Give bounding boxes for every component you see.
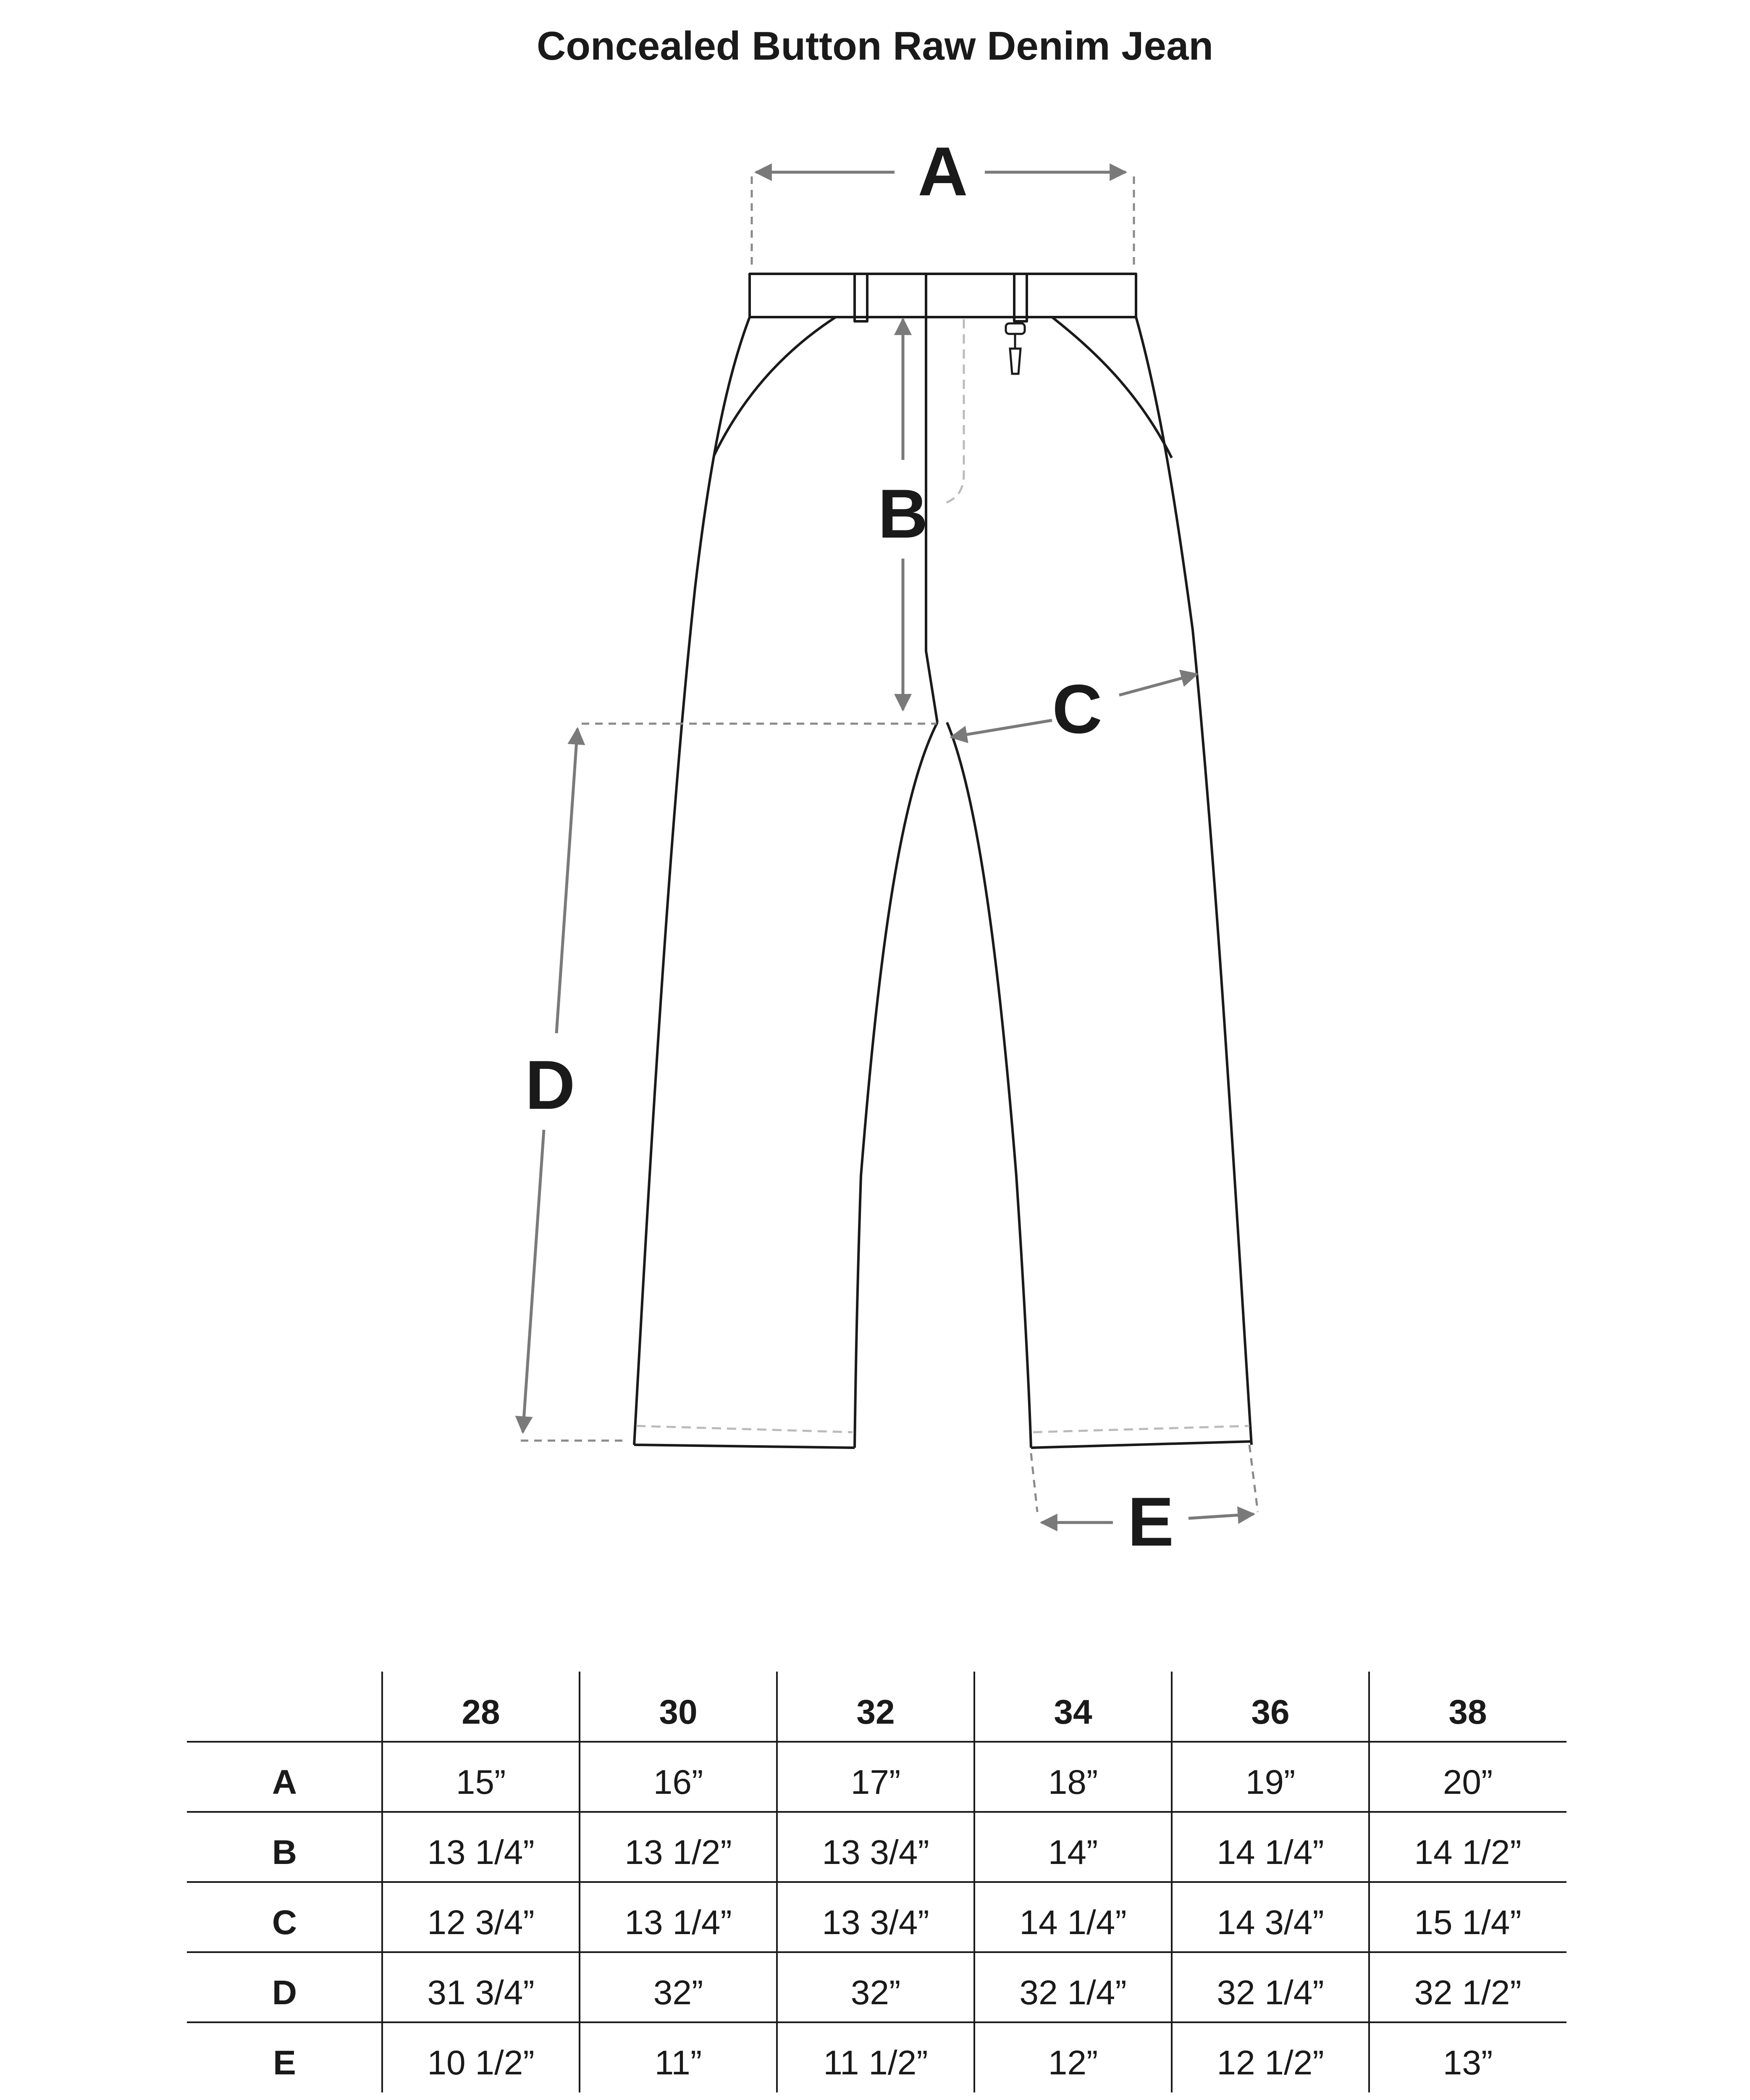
belt-loop-right	[1014, 274, 1027, 321]
inseam-right	[947, 722, 1031, 1448]
row-label: C	[272, 1903, 297, 1942]
arrow-c-left	[951, 720, 1052, 737]
row-label: D	[272, 1974, 297, 2012]
table-divider	[187, 2021, 1566, 2023]
arrow-d-up	[556, 729, 577, 1033]
arrow-c-right	[1119, 674, 1197, 695]
zipper-pull-icon	[1006, 323, 1025, 374]
measurement-cell: 13”	[1443, 2044, 1493, 2082]
measurement-cell: 16”	[653, 1763, 703, 1801]
fly-stitch	[943, 319, 964, 504]
table-column-divider	[381, 1672, 383, 2092]
measurement-cell: 14”	[1048, 1833, 1098, 1872]
measurement-cell: 11”	[654, 2044, 702, 2082]
table-divider	[187, 1951, 1566, 1953]
table-divider	[187, 1811, 1566, 1813]
measurement-cell: 32 1/4”	[1019, 1974, 1127, 2012]
right-hem	[1031, 1441, 1251, 1448]
row-label: A	[272, 1763, 297, 1801]
label-a: A	[918, 133, 968, 210]
measurement-cell: 12 3/4”	[427, 1903, 535, 1942]
measurement-cell: 15”	[456, 1763, 506, 1801]
measurement-cell: 32”	[653, 1974, 703, 2012]
measurement-cell: 20”	[1443, 1763, 1493, 1801]
measurement-cell: 12 1/2”	[1217, 2044, 1324, 2082]
size-header: 36	[1251, 1693, 1290, 1731]
measurement-cell: 13 3/4”	[822, 1903, 929, 1942]
inseam-left	[855, 722, 937, 1448]
row-label: B	[272, 1833, 297, 1872]
size-header: 34	[1054, 1693, 1092, 1731]
arrow-e-right	[1189, 1514, 1254, 1518]
measurement-cell: 18”	[1048, 1763, 1098, 1801]
label-d: D	[525, 1046, 575, 1124]
table-column-divider	[973, 1672, 975, 2092]
measurement-cell: 11 1/2”	[823, 2044, 928, 2082]
label-b: B	[878, 475, 928, 552]
table-column-divider	[579, 1672, 580, 2092]
label-c: C	[1052, 670, 1102, 748]
right-outer-seam	[1136, 317, 1251, 1445]
jeans-outline	[634, 274, 1251, 1448]
arrow-d-down	[523, 1130, 544, 1432]
label-e: E	[1127, 1483, 1174, 1560]
measurement-cell: 19”	[1245, 1763, 1296, 1801]
pocket-left	[714, 317, 836, 456]
hem-stitch-right	[1033, 1426, 1249, 1432]
measurement-cell: 14 3/4”	[1217, 1903, 1324, 1942]
size-header: 32	[856, 1693, 895, 1731]
table-column-divider	[776, 1672, 778, 2092]
measurement-cell: 32”	[850, 1974, 901, 2012]
row-label: E	[273, 2044, 296, 2082]
measurement-cell: 13 3/4”	[822, 1833, 929, 1872]
table-column-divider	[1368, 1672, 1370, 2092]
measurement-cell: 13 1/4”	[624, 1903, 732, 1942]
measurement-cell: 32 1/4”	[1217, 1974, 1324, 2012]
measurement-cell: 17”	[850, 1763, 901, 1801]
measurement-cell: 14 1/4”	[1217, 1833, 1324, 1872]
measurement-cell: 31 3/4”	[427, 1974, 535, 2012]
left-hem	[634, 1445, 855, 1448]
size-header: 30	[659, 1693, 698, 1731]
measurement-cell: 32 1/2”	[1414, 1974, 1522, 2012]
measurement-guides	[521, 176, 1258, 1512]
measurement-cell: 12”	[1048, 2044, 1098, 2082]
size-header: 28	[462, 1693, 500, 1731]
measurement-cell: 14 1/2”	[1414, 1833, 1522, 1872]
measurement-cell: 13 1/4”	[427, 1833, 535, 1872]
measurement-arrows	[523, 172, 1254, 1522]
left-outer-seam	[634, 317, 750, 1445]
measurement-cell: 13 1/2”	[624, 1833, 732, 1872]
chart-title: Concealed Button Raw Denim Jean	[537, 24, 1213, 68]
belt-loop-left	[855, 274, 867, 321]
measurement-cell: 14 1/4”	[1019, 1903, 1127, 1942]
hem-stitch-left	[636, 1426, 853, 1432]
waistband	[750, 274, 1136, 317]
measurement-cell: 10 1/2”	[427, 2044, 535, 2082]
table-column-divider	[1171, 1672, 1173, 2092]
size-chart-table	[187, 1672, 1563, 2092]
size-header: 38	[1448, 1693, 1487, 1731]
table-divider	[187, 1881, 1566, 1883]
measurement-cell: 15 1/4”	[1414, 1903, 1522, 1942]
table-divider	[187, 1741, 1566, 1743]
